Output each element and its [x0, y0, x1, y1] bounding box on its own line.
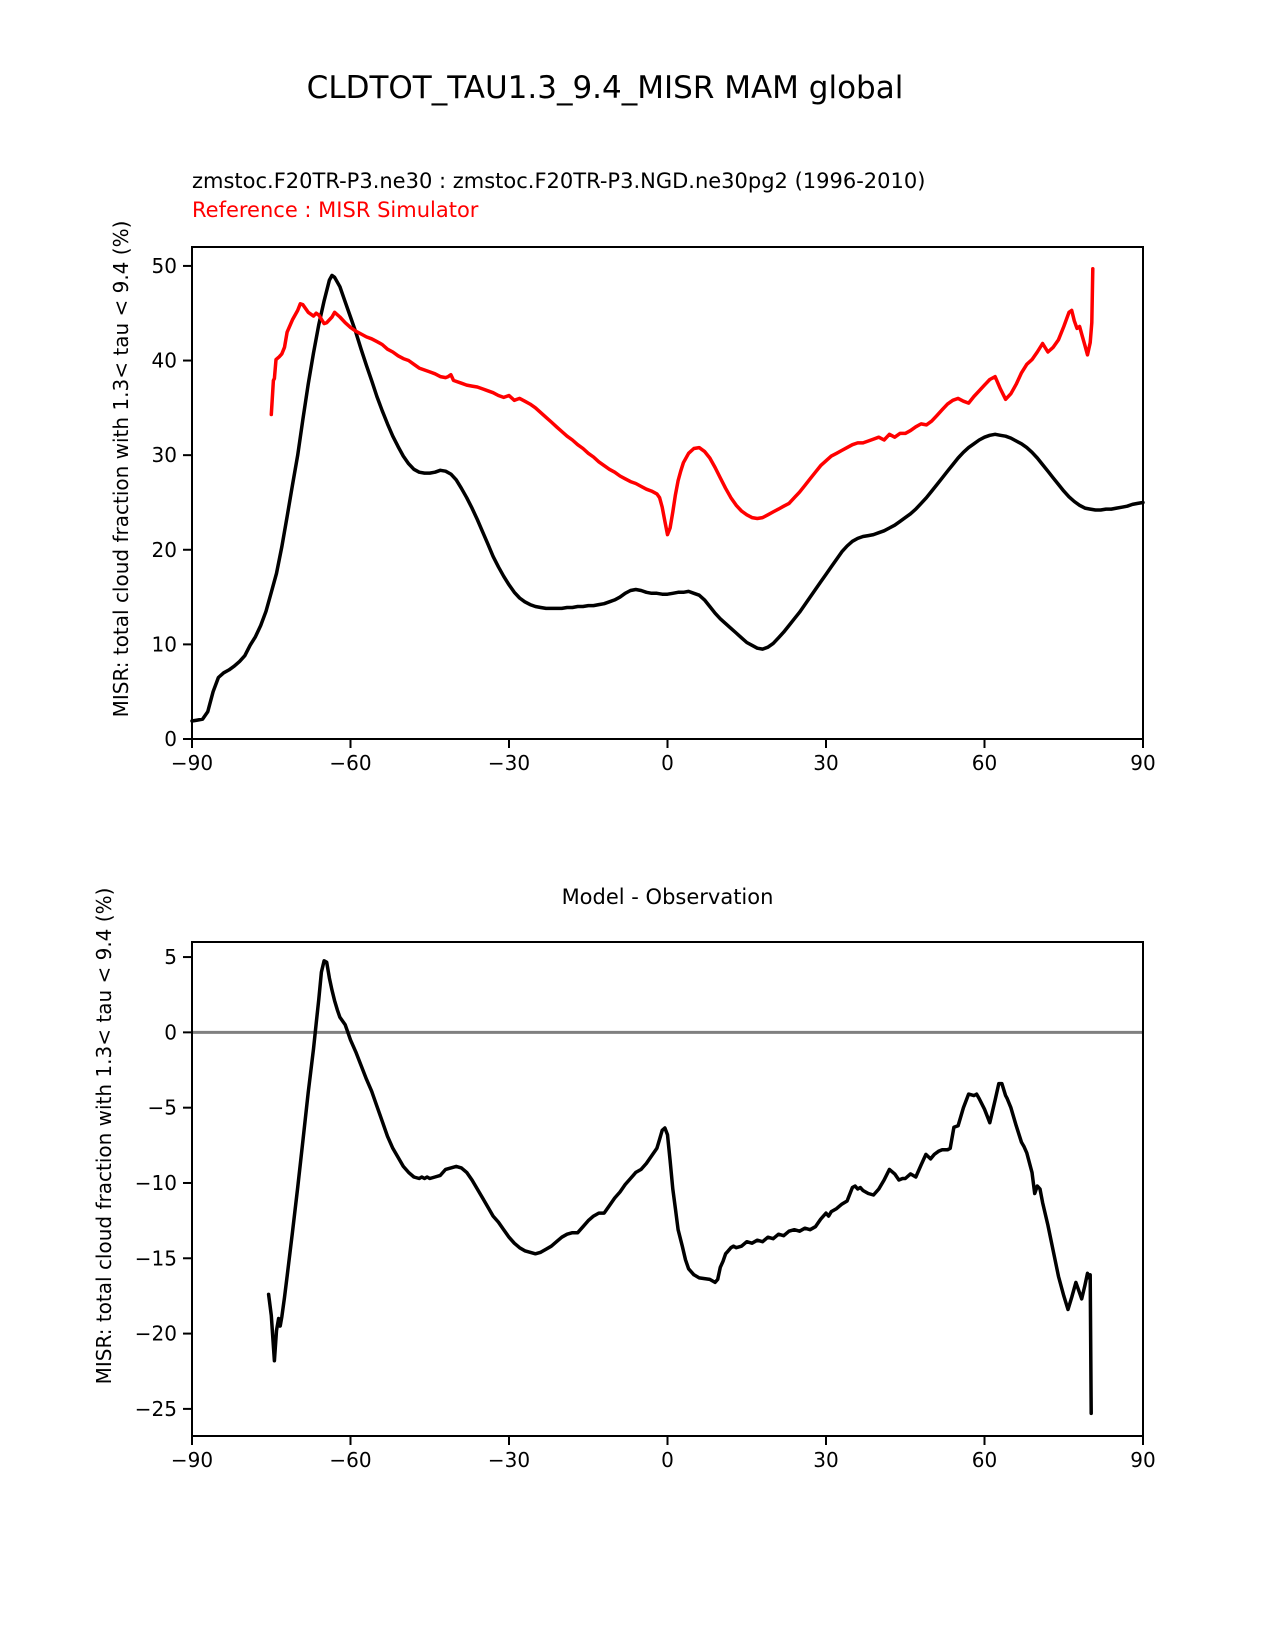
top-model-line	[192, 275, 1143, 721]
bottom-y-axis-label: MISR: total cloud fraction with 1.3< tau < 9.4 (%)	[92, 887, 116, 1385]
bottom-x-tick-label: 60	[971, 1448, 998, 1473]
bottom-difference-line	[269, 961, 1092, 1414]
bottom-y-tick-label: 5	[164, 945, 177, 970]
figure-title: CLDTOT_TAU1.3_9.4_MISR MAM global	[306, 70, 904, 106]
bottom-y-tick-label: −5	[147, 1095, 177, 1120]
top-x-tick-label: −30	[487, 751, 531, 776]
top-y-tick-label: 50	[151, 253, 177, 278]
top-y-tick-label: 20	[151, 537, 177, 562]
bottom-y-tick-label: −10	[134, 1170, 177, 1195]
model-run-label: zmstoc.F20TR-P3.ne30 : zmstoc.F20TR-P3.NGD.ne30pg2 (1996-2010)	[192, 169, 926, 193]
bottom-chart-title: Model - Observation	[561, 885, 774, 909]
top-x-tick-label: 0	[661, 751, 674, 776]
bottom-y-tick-label: −25	[134, 1396, 177, 1421]
top-y-tick-label: 10	[151, 632, 177, 657]
bottom-x-tick-label: −60	[329, 1448, 372, 1473]
bottom-y-tick-label: −15	[134, 1246, 177, 1271]
top-x-tick-label: −90	[170, 751, 214, 776]
bottom-x-tick-label: −30	[487, 1448, 531, 1473]
top-reference-line	[271, 269, 1093, 535]
top-y-tick-label: 40	[151, 348, 177, 373]
top-y-axis-label: MISR: total cloud fraction with 1.3< tau < 9.4 (%)	[109, 220, 133, 718]
top-y-tick-label: 0	[164, 727, 177, 751]
top-x-tick-label: −60	[329, 751, 372, 776]
bottom-x-tick-label: −90	[170, 1448, 214, 1473]
top-x-tick-label: 30	[813, 751, 839, 776]
bottom-y-tick-label: 0	[164, 1020, 177, 1045]
bottom-x-tick-label: 90	[1130, 1448, 1156, 1473]
top-y-tick-label: 30	[151, 443, 177, 468]
top-x-tick-label: 60	[971, 751, 998, 776]
bottom-x-tick-label: 0	[661, 1448, 674, 1473]
top-axes-frame	[192, 247, 1143, 739]
top-x-tick-label: 90	[1130, 751, 1156, 776]
bottom-x-tick-label: 30	[813, 1448, 839, 1473]
bottom-axes-frame	[192, 942, 1143, 1436]
bottom-y-tick-label: −20	[134, 1321, 177, 1346]
reference-label: Reference : MISR Simulator	[192, 198, 479, 222]
